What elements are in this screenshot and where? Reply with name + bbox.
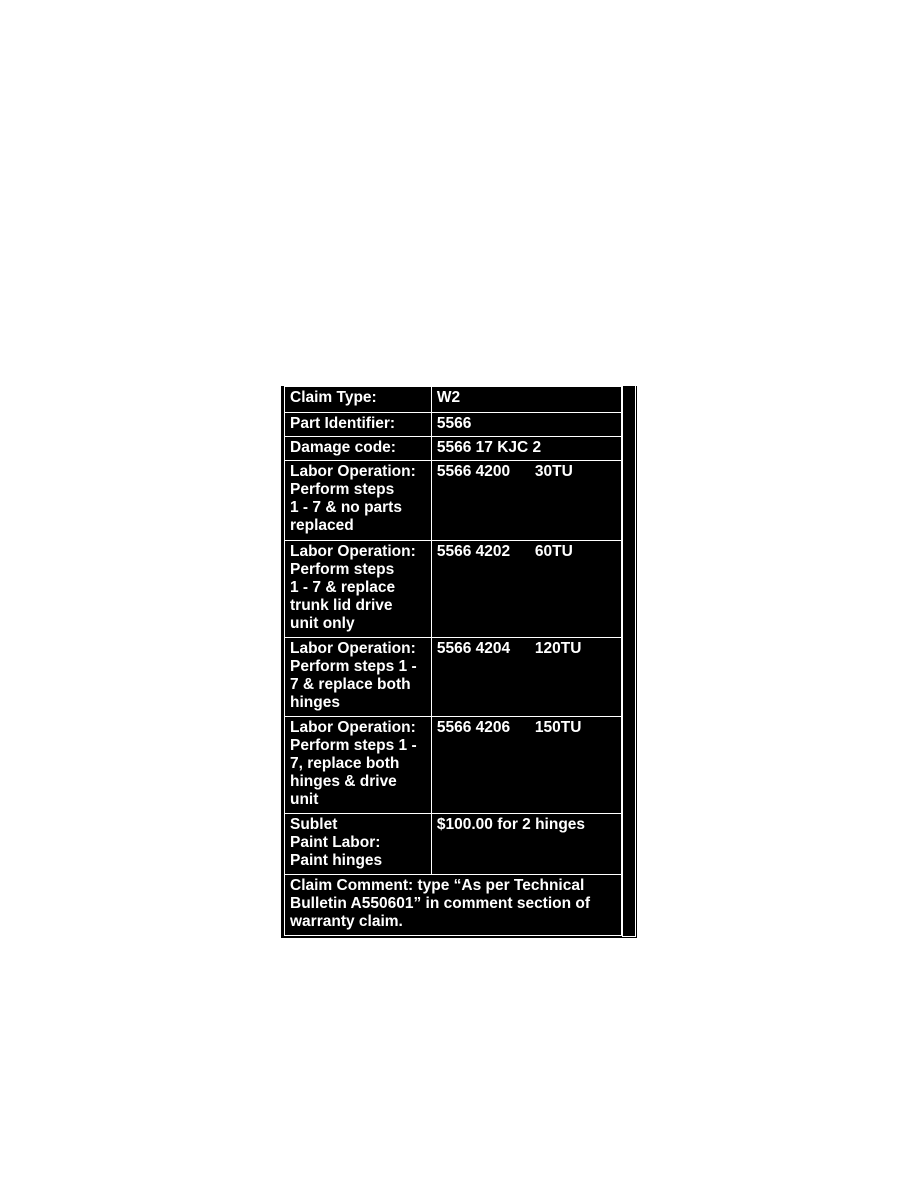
table-right-strip	[622, 386, 636, 937]
sublet-paint-labor-value: $100.00 for 2 hinges	[431, 814, 621, 875]
labor-operation-1-code: 5566 4200	[436, 463, 511, 480]
labor-operation-2-code: 5566 4202	[436, 543, 511, 560]
labor-operation-2-tu: 60TU	[534, 543, 573, 560]
part-identifier-value: 5566	[431, 413, 621, 437]
labor-operation-3-tu: 120TU	[534, 640, 582, 657]
part-identifier-label: Part Identifier:	[285, 413, 432, 437]
labor-operation-3-label: Labor Operation: Perform steps 1 - 7 & replace both hinges	[285, 638, 432, 717]
table-row-labor-operation-4	[285, 717, 622, 814]
claim-info-table	[280, 386, 637, 939]
table-row-labor-operation-2	[285, 541, 622, 638]
labor-operation-1-label: Labor Operation: Perform steps 1 - 7 & no parts replaced	[285, 461, 432, 541]
claim-table	[284, 386, 622, 936]
labor-operation-4-value	[431, 717, 621, 814]
damage-code-value: 5566 17 KJC 2	[431, 437, 621, 461]
sublet-paint-labor-label: Sublet Paint Labor: Paint hinges	[285, 814, 432, 875]
labor-operation-4-label: Labor Operation: Perform steps 1 - 7, replace both hinges & drive unit	[285, 717, 432, 814]
labor-operation-2-value	[431, 541, 621, 638]
labor-operation-2-label: Labor Operation: Perform steps 1 - 7 & replace trunk lid drive unit only	[285, 541, 432, 638]
table-row-sublet-paint-labor	[285, 814, 622, 875]
table-row-claim-type	[285, 387, 622, 413]
labor-operation-4-tu: 150TU	[534, 719, 582, 736]
labor-operation-1-value	[431, 461, 621, 541]
table-left-border	[280, 386, 281, 939]
labor-operation-4-code: 5566 4206	[436, 719, 511, 736]
table-row-labor-operation-1	[285, 461, 622, 541]
claim-type-label: Claim Type:	[285, 387, 432, 413]
table-row-damage-code	[285, 437, 622, 461]
damage-code-label: Damage code:	[285, 437, 432, 461]
table-row-labor-operation-3	[285, 638, 622, 717]
labor-operation-3-value	[431, 638, 621, 717]
table-row-part-identifier	[285, 413, 622, 437]
claim-comment: Claim Comment: type “As per Technical Bulletin A550601” in comment section of warranty claim.	[285, 875, 622, 936]
table-bottom-border	[280, 938, 637, 939]
labor-operation-1-tu: 30TU	[534, 463, 573, 480]
table-row-claim-comment	[285, 875, 622, 936]
claim-type-value: W2	[431, 387, 621, 413]
labor-operation-3-code: 5566 4204	[436, 640, 511, 657]
